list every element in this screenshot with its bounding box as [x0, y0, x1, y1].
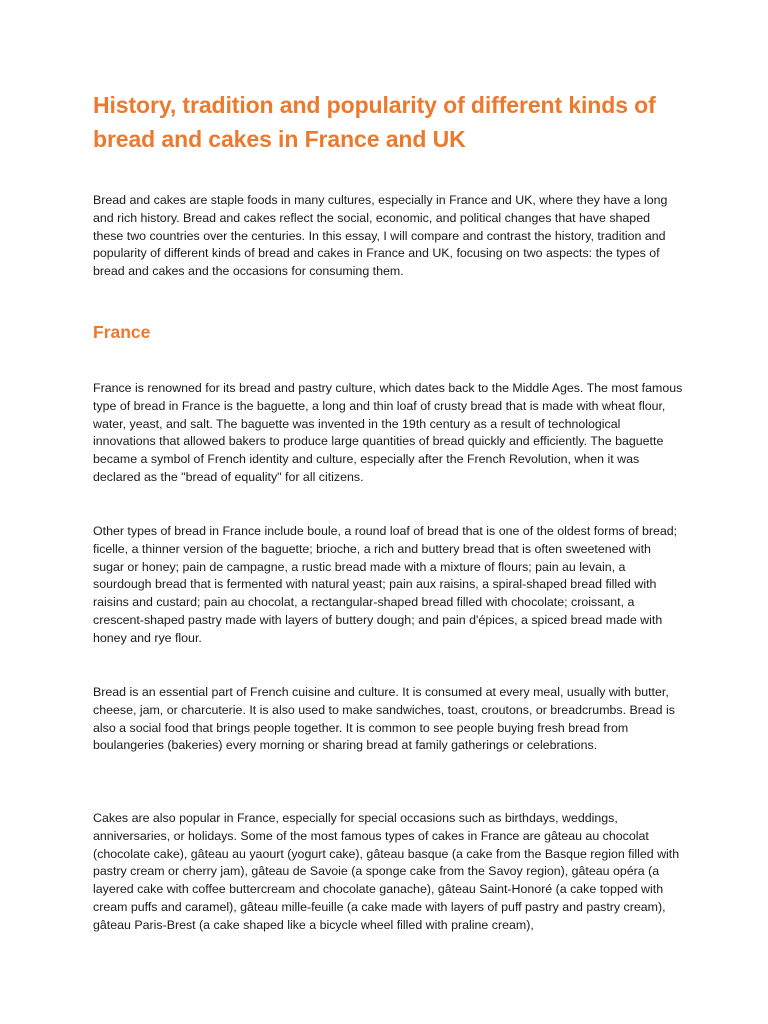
- france-paragraph-1: France is renowned for its bread and pastry culture, which dates back to the Middle Ages. The most famous type of bread in France is the baguette, a long and thin loaf of crusty bread that is made with wheat flour, water, yeast, and salt. The baguette was invented in the 19th century as a result of technological innovations that allowed bakers to produce large quantities of bread quickly and efficiently. The baguette became a symbol of French identity and culture, especially after the French Revolution, when it was declared as the "bread of equality" for all citizens.: [93, 381, 683, 484]
- section-heading-france: France: [93, 322, 151, 342]
- france-paragraph-3: Bread is an essential part of French cuisine and culture. It is consumed at every meal, usually with butter, cheese, jam, or charcuterie. It is also used to make sandwiches, toast, croutons, or breadcrumbs. Bread is also a social food that brings people together. It is common to see people buying fresh bread from boulangeries (bakeries) every morning or sharing bread at family gatherings or celebrations.: [93, 685, 675, 753]
- intro-paragraph: Bread and cakes are staple foods in many cultures, especially in France and UK, where they have a long and rich history. Bread and cakes reflect the social, economic, and political changes that have shaped these two countries over the centuries. In this essay, I will compare and contrast the history, tradition and popularity of different kinds of bread and cakes in France and UK, focusing on two aspects: the types of bread and cakes and the occasions for consuming them.: [93, 193, 668, 279]
- document-title: History, tradition and popularity of different kinds of bread and cakes in France and UK: [93, 92, 656, 152]
- france-paragraph-4: Cakes are also popular in France, especially for special occasions such as birthdays, weddings, anniversaries, or holidays. Some of the most famous types of cakes in France are gâteau au chocolat (chocolate cake), gâteau au yaourt (yogurt cake), gâteau basque (a cake from the Basque region filled with pastry cream or cherry jam), gâteau de Savoie (a sponge cake from the Savoy region), gâteau opéra (a layered cake with coffee buttercream and chocolate ganache), gâteau Saint-Honoré (a cake topped with cream puffs and caramel), gâteau mille-feuille (a cake made with layers of puff pastry and pastry cream), gâteau Paris-Brest (a cake shaped like a bicycle wheel filled with praline cream),: [93, 811, 680, 932]
- france-paragraph-2: Other types of bread in France include boule, a round loaf of bread that is one of the oldest forms of bread; ficelle, a thinner version of the baguette; brioche, a rich and buttery bread that is often sweetened with sugar or honey; pain de campagne, a rustic bread made with a mixture of flours; pain au levain, a sourdough bread that is fermented with natural yeast; pain aux raisins, a spiral-shaped bread filled with raisins and custard; pain au chocolat, a rectangular-shaped bread filled with chocolate; croissant, a crescent-shaped pastry made with layers of buttery dough; and pain d'épices, a spiced bread made with honey and rye flour.: [93, 524, 678, 645]
